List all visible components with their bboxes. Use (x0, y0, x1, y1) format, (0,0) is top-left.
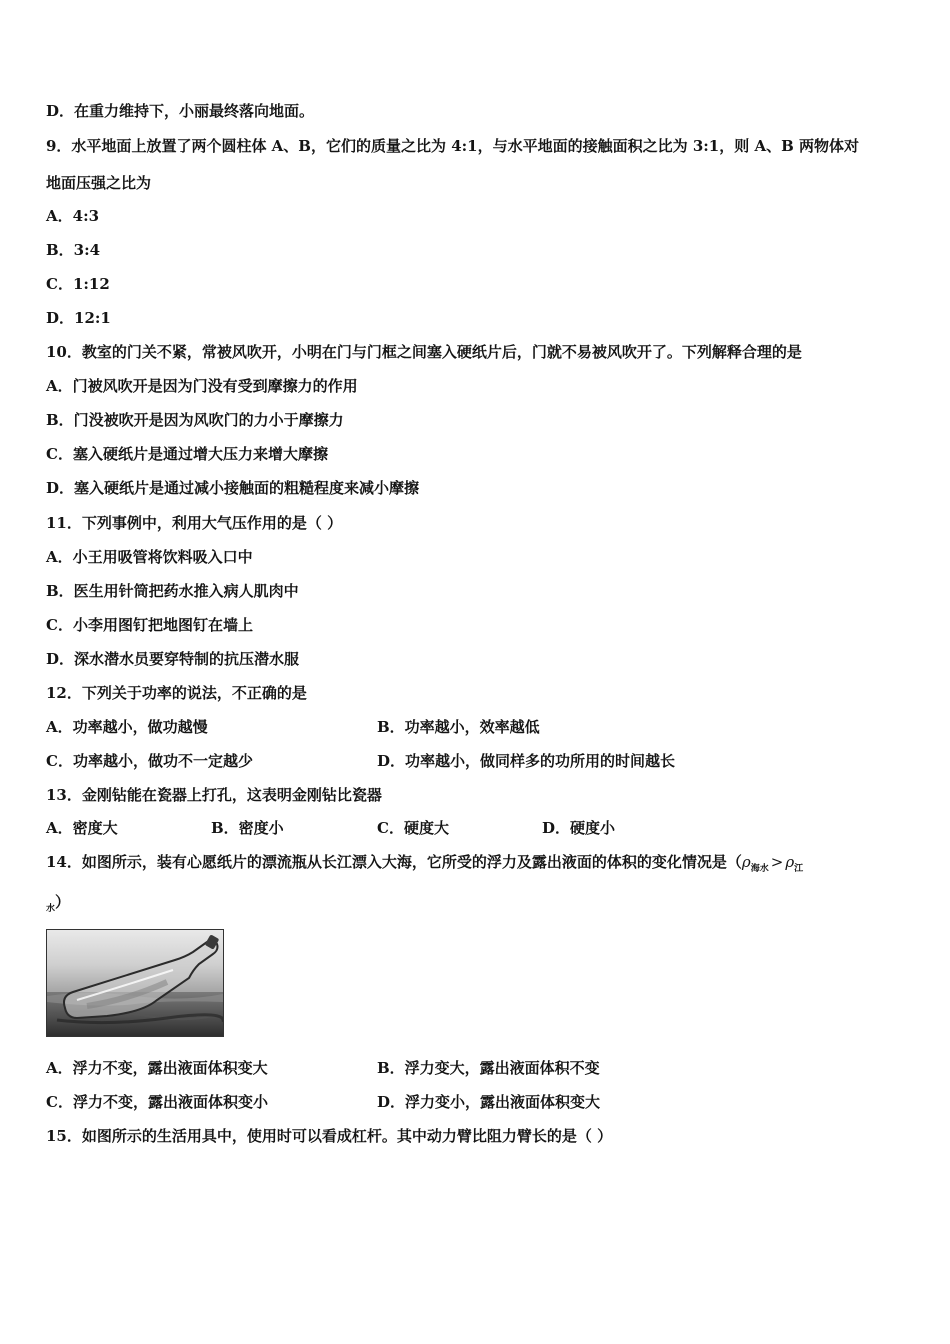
q12-option-d: D．功率越小，做同样多的功所用的时间越长 (377, 752, 676, 770)
q13-option-b: B．密度小 (211, 819, 284, 837)
drift-bottle-photo (46, 929, 224, 1037)
q14-stem-text: 14．如图所示，装有心愿纸片的漂流瓶从长江漂入大海，它所受的浮力及露出液面的体积的变化情况是（ (46, 853, 742, 871)
q13-option-c: C．硬度大 (377, 819, 449, 837)
q9-option-d: D．12:1 (46, 309, 111, 327)
q11-option-b: B．医生用针筒把药水推入病人肌肉中 (46, 582, 299, 600)
q15-stem: 15．如图所示的生活用具中，使用时可以看成杠杆。其中动力臂比阻力臂长的是（ ） (46, 1127, 613, 1145)
q14-option-d: D．浮力变小，露出液面体积变大 (377, 1093, 601, 1111)
q14-stem (46, 852, 803, 879)
q12-option-b: B．功率越小，效率越低 (377, 718, 540, 736)
q12-option-c: C．功率越小，做功不一定越少 (46, 752, 253, 770)
q11-option-a: A．小王用吸管将饮料吸入口中 (46, 548, 253, 566)
q11-option-c: C．小李用图钉把地图钉在墙上 (46, 616, 253, 634)
greater-than-sign: > (770, 853, 784, 871)
q8-option-d: D．在重力维持下，小丽最终落向地面。 (46, 102, 315, 120)
q11-option-d: D．深水潜水员要穿特制的抗压潜水服 (46, 650, 300, 668)
q10-option-a: A．门被风吹开是因为门没有受到摩擦力的作用 (46, 377, 358, 395)
rho-river-subscript-1: 江 (794, 864, 804, 874)
q10-option-c: C．塞入硬纸片是通过增大压力来增大摩擦 (46, 445, 328, 463)
q14-close-paren: ） (55, 893, 71, 911)
q14-option-b: B．浮力变大，露出液面体积不变 (377, 1059, 600, 1077)
q10-option-b: B．门没被吹开是因为风吹门的力小于摩擦力 (46, 411, 344, 429)
q13-option-a: A．密度大 (46, 819, 118, 837)
q13-option-d: D．硬度小 (542, 819, 616, 837)
q12-stem: 12．下列关于功率的说法，不正确的是 (46, 684, 307, 702)
rho-river-symbol: ρ (785, 853, 795, 871)
rho-sea-symbol: ρ (741, 853, 751, 871)
q13-stem: 13．金刚钻能在瓷器上打孔，这表明金刚钻比瓷器 (46, 786, 382, 804)
rho-river-subscript-2: 水 (46, 904, 56, 914)
q11-stem: 11．下列事例中，利用大气压作用的是（ ） (46, 514, 343, 532)
q9-stem-line2: 地面压强之比为 (46, 174, 152, 192)
q14-option-a: A．浮力不变，露出液面体积变大 (46, 1059, 268, 1077)
q10-stem: 10．教室的门关不紧，常被风吹开，小明在门与门框之间塞入硬纸片后，门就不易被风吹开了。下列解释合理的是 (46, 343, 802, 361)
rho-sea-subscript: 海水 (750, 864, 769, 874)
q12-option-a: A．功率越小，做功越慢 (46, 718, 208, 736)
q9-stem-line1: 9．水平地面上放置了两个圆柱体 A、B，它们的质量之比为 4:1，与水平地面的接触面积之比为 3:1，则 A、B 两物体对 (46, 137, 860, 155)
q14-stem-continued (46, 892, 70, 919)
q9-option-c: C．1:12 (46, 275, 110, 293)
q9-option-a: A．4:3 (46, 207, 100, 225)
q10-option-d: D．塞入硬纸片是通过减小接触面的粗糙程度来减小摩擦 (46, 479, 420, 497)
drift-bottle-image (47, 930, 223, 1036)
q9-option-b: B．3:4 (46, 241, 101, 259)
q14-option-c: C．浮力不变，露出液面体积变小 (46, 1093, 268, 1111)
